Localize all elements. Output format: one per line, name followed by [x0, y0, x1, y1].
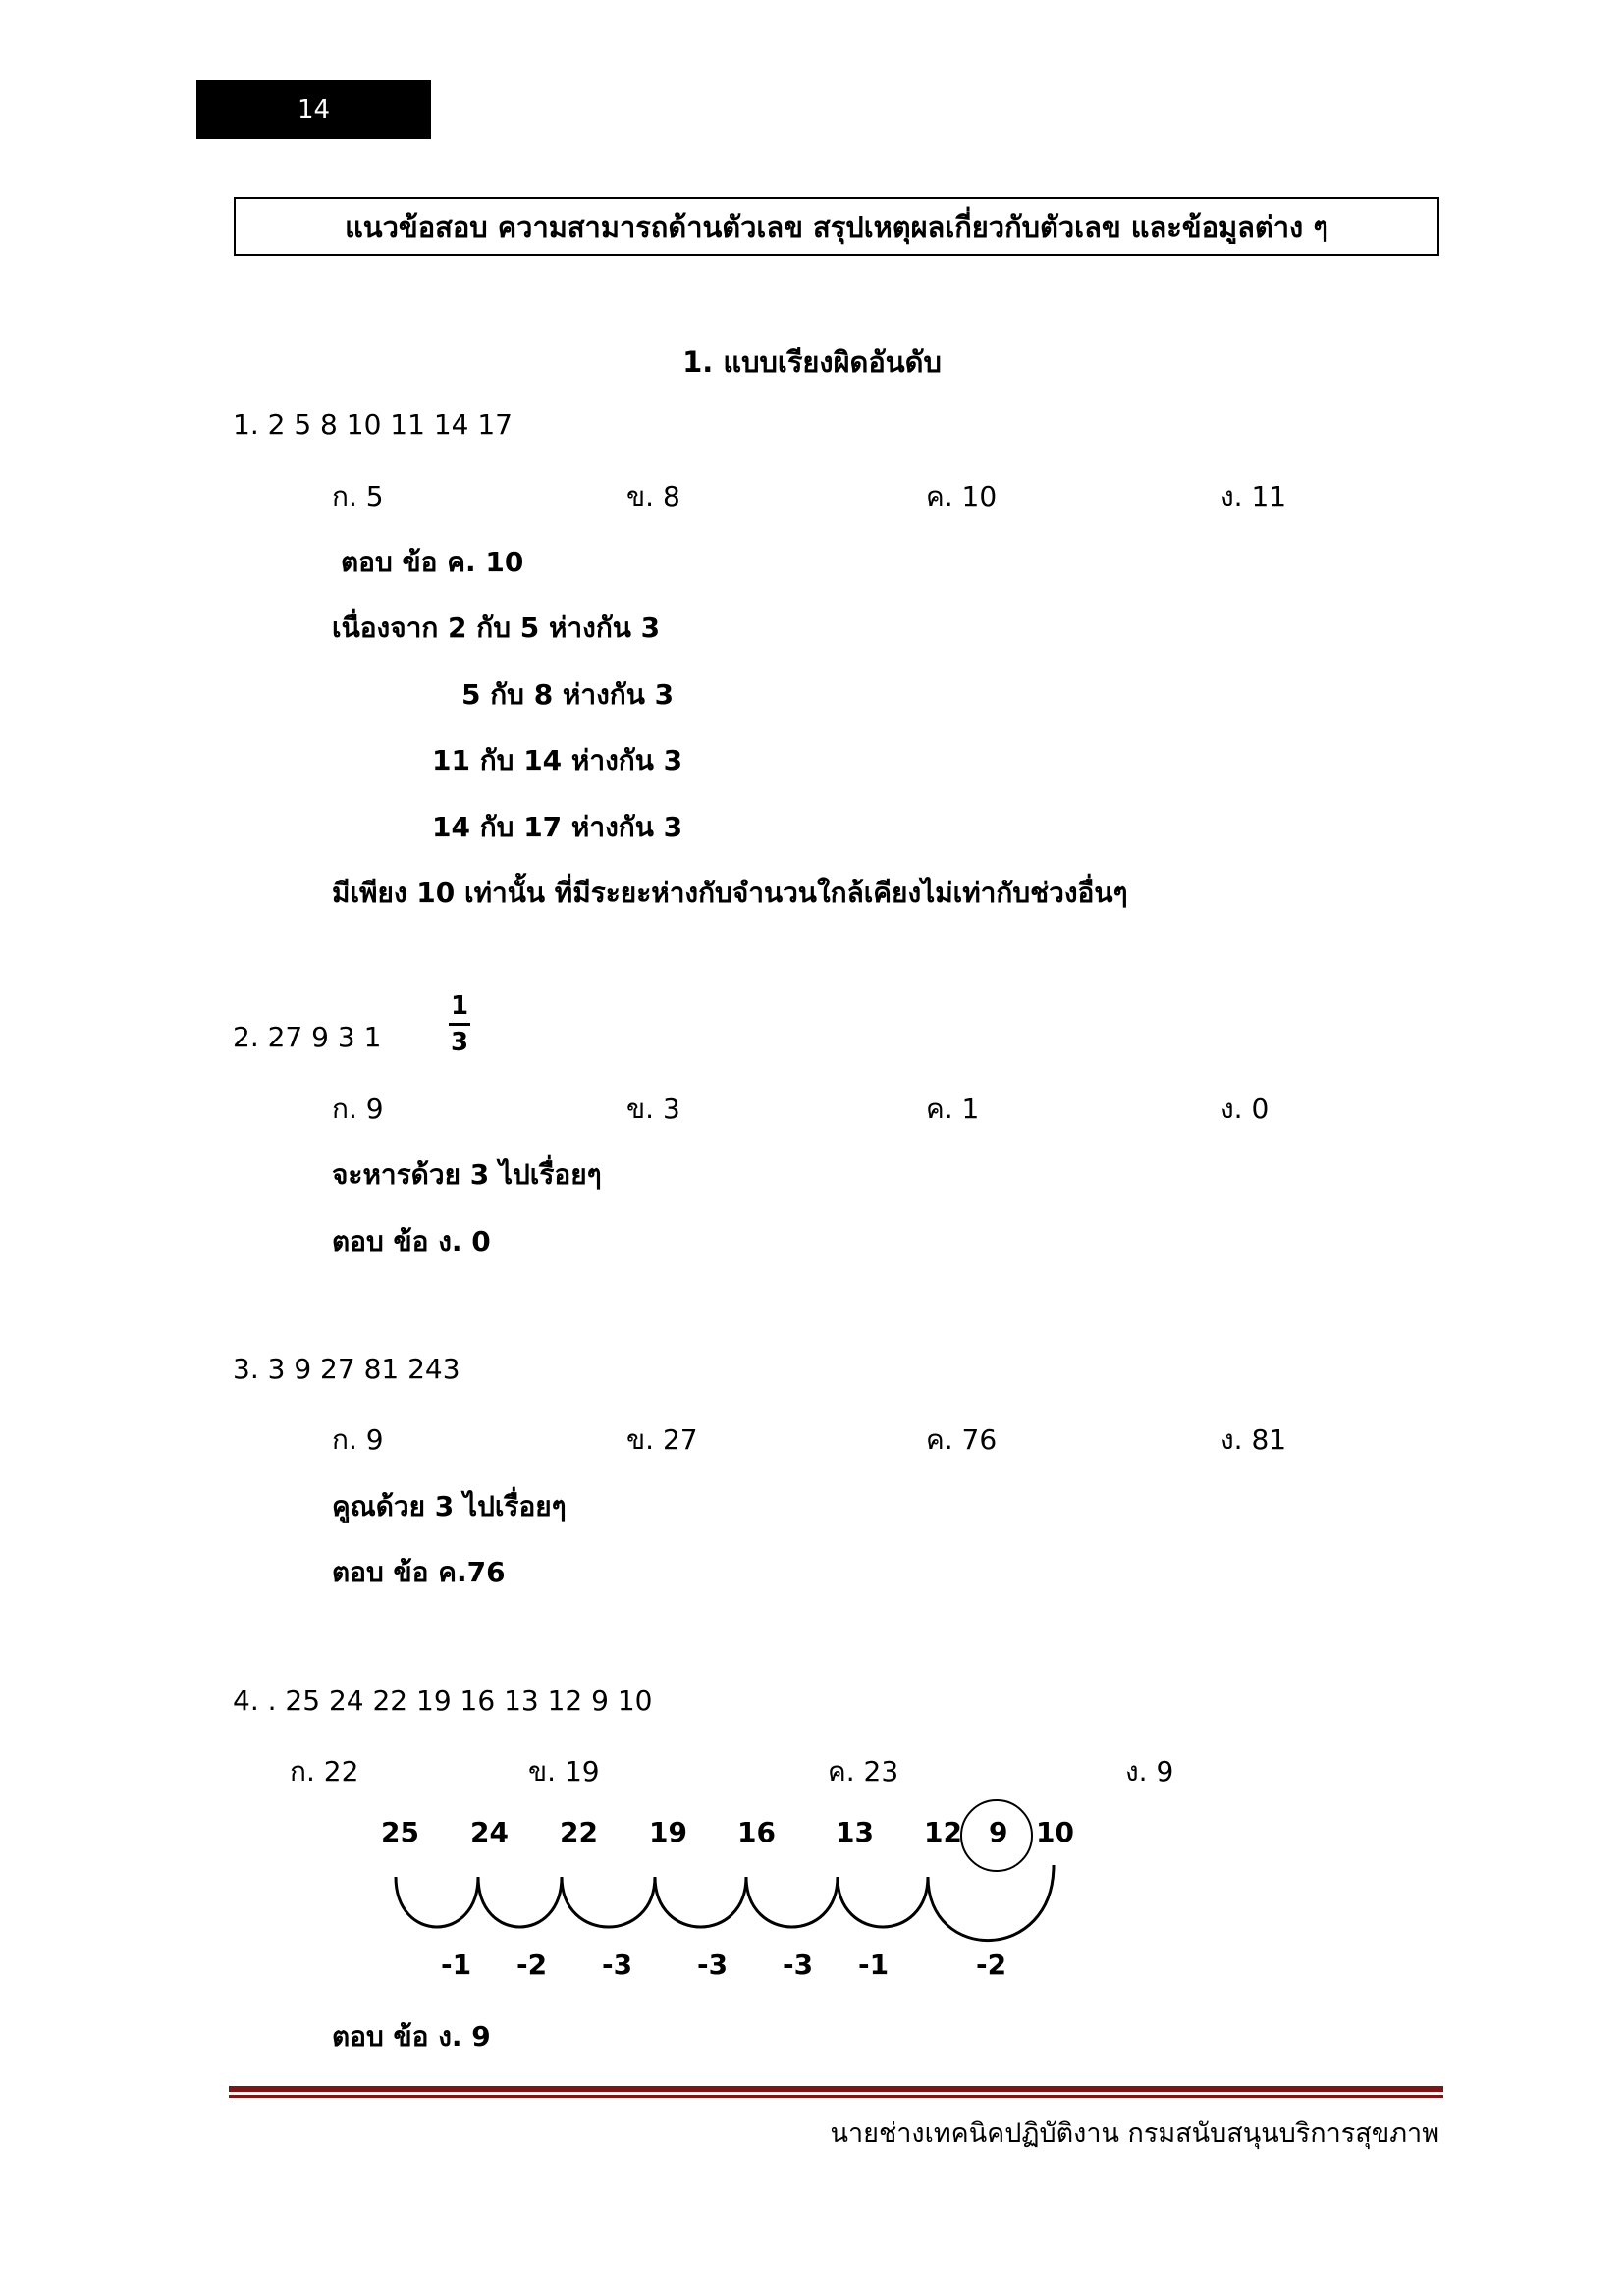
difference-label: -3 — [697, 1949, 729, 1981]
q1-line-1: เนื่องจาก 2 กับ 5 ห่างกัน 3 — [332, 612, 661, 644]
sequence-number: 12 — [924, 1816, 962, 1848]
q2-answer: ตอบ ข้อ ง. 0 — [332, 1225, 491, 1257]
footer-text: นายช่างเทคนิคปฏิบัติงาน กรมสนับสนุนบริการสุขภาพ — [830, 2118, 1439, 2149]
difference-label: -2 — [516, 1949, 548, 1981]
q4-option-d: ง. 9 — [1125, 1755, 1174, 1788]
q4-option-c: ค. 23 — [828, 1755, 899, 1788]
sequence-number: 16 — [737, 1816, 776, 1848]
arc — [746, 1877, 838, 1927]
question-3: 3. 3 9 27 81 243 — [233, 1353, 460, 1385]
question-2: 2. 27 9 3 1 — [233, 1021, 382, 1053]
q1-option-b: ข. 8 — [626, 480, 680, 512]
q1-option-d: ง. 11 — [1220, 480, 1287, 512]
q3-option-b: ข. 27 — [626, 1423, 698, 1456]
difference-label: -2 — [976, 1949, 1007, 1981]
q3-option-c: ค. 76 — [926, 1423, 998, 1456]
q3-option-d: ง. 81 — [1220, 1423, 1287, 1456]
fraction-numerator: 1 — [450, 991, 469, 1021]
q1-line-4: 14 กับ 17 ห่างกัน 3 — [432, 811, 683, 843]
sequence-number: 13 — [836, 1816, 874, 1848]
question-1: 1. 2 5 8 10 11 14 17 — [233, 408, 513, 441]
circle-mark — [961, 1800, 1032, 1871]
sequence-number: 19 — [649, 1816, 687, 1848]
q2-option-c: ค. 1 — [926, 1093, 980, 1125]
section-title: 1. แบบเรียงผิดอันดับ — [682, 346, 942, 379]
page-title: แนวข้อสอบ ความสามารถด้านตัวเลข สรุปเหตุผลเกี่ยวกับตัวเลข และข้อมูลต่าง ๆ — [234, 197, 1439, 256]
page-number: 14 — [196, 80, 431, 139]
difference-label: -1 — [858, 1949, 890, 1981]
fraction-denominator: 3 — [450, 1028, 469, 1057]
sequence-number: 22 — [560, 1816, 598, 1848]
footer-divider — [229, 2086, 1443, 2098]
question-4: 4. . 25 24 22 19 16 13 12 9 10 — [233, 1684, 653, 1717]
arc — [655, 1877, 746, 1927]
q2-explanation: จะหารด้วย 3 ไปเรื่อยๆ — [332, 1158, 602, 1191]
q2-option-b: ข. 3 — [626, 1093, 680, 1125]
sequence-number: 24 — [470, 1816, 509, 1848]
q1-option-c: ค. 10 — [926, 480, 998, 512]
q4-option-a: ก. 22 — [290, 1755, 359, 1788]
arc — [928, 1865, 1054, 1941]
difference-label: -3 — [783, 1949, 814, 1981]
sequence-number: 25 — [381, 1816, 419, 1848]
q4-answer: ตอบ ข้อ ง. 9 — [332, 2020, 491, 2053]
sequence-number: 10 — [1036, 1816, 1074, 1848]
difference-arcs — [396, 1865, 1054, 1941]
q3-answer: ตอบ ข้อ ค.76 — [332, 1556, 506, 1588]
arc — [562, 1877, 655, 1927]
difference-label: -1 — [441, 1949, 472, 1981]
difference-label: -3 — [602, 1949, 633, 1981]
q1-line-3: 11 กับ 14 ห่างกัน 3 — [432, 744, 683, 776]
q3-option-a: ก. 9 — [332, 1423, 384, 1456]
arc — [396, 1877, 478, 1927]
q1-conclusion: มีเพียง 10 เท่านั้น ที่มีระยะห่างกับจำนวนใกล้เคียงไม่เท่ากับช่วงอื่นๆ — [332, 877, 1128, 909]
q1-answer: ตอบ ข้อ ค. 10 — [341, 546, 524, 578]
q1-line-2: 5 กับ 8 ห่างกัน 3 — [461, 678, 675, 711]
q2-option-d: ง. 0 — [1220, 1093, 1270, 1125]
q2-option-a: ก. 9 — [332, 1093, 384, 1125]
arc — [478, 1877, 562, 1927]
q4-option-b: ข. 19 — [528, 1755, 600, 1788]
arc — [838, 1877, 928, 1927]
q3-explanation: คูณด้วย 3 ไปเรื่อยๆ — [332, 1490, 567, 1522]
sequence-number-circled: 9 — [989, 1816, 1008, 1848]
q1-option-a: ก. 5 — [332, 480, 384, 512]
